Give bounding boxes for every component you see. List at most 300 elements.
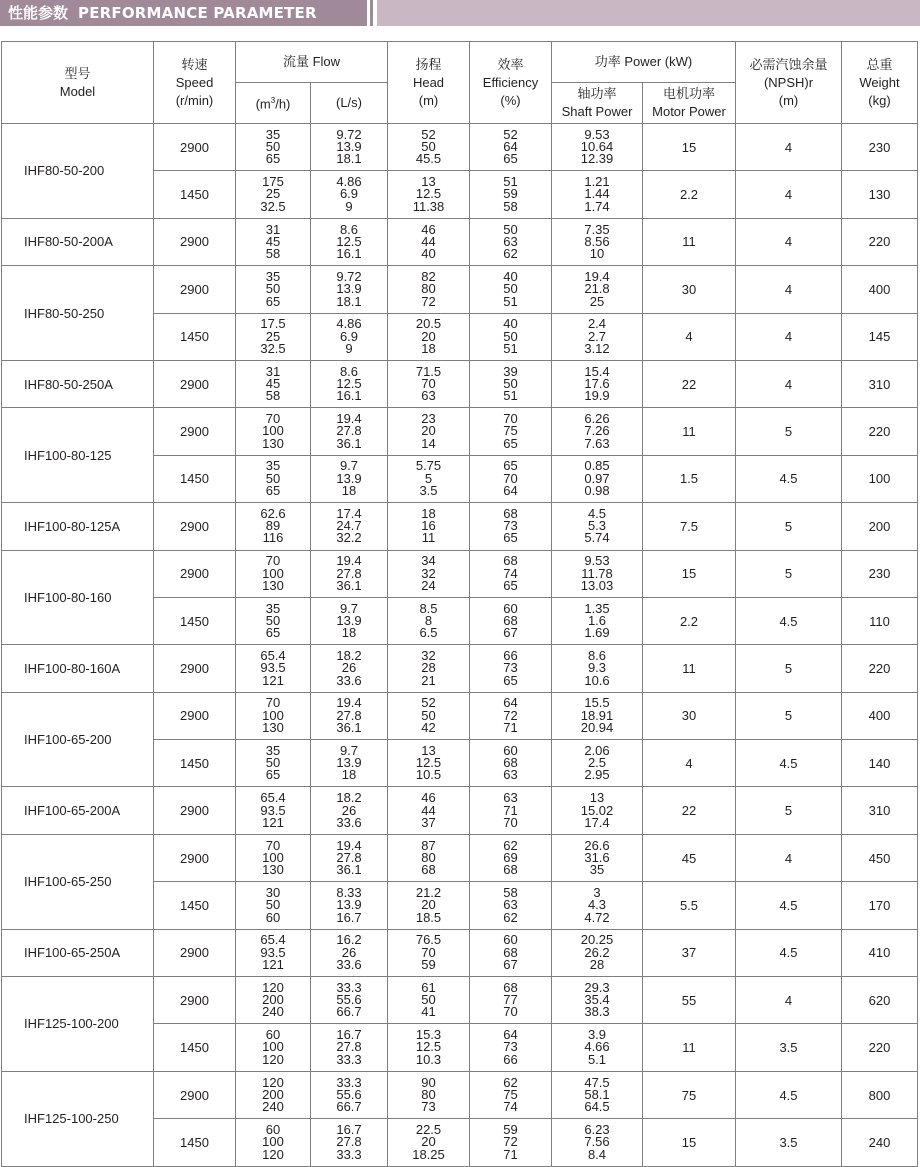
flow-m3h-cell-value: 30: [265, 885, 281, 900]
model-cell: IHF100-65-250: [2, 834, 154, 929]
head-cell-values: [388, 505, 469, 546]
motor-power-cell: 22: [643, 360, 736, 407]
efficiency-cell-value: 65: [503, 530, 518, 546]
weight-cell: 620: [842, 977, 918, 1024]
head-cell: [388, 692, 470, 739]
efficiency-cell-value: 73: [503, 518, 518, 534]
head-cell-value: 50: [421, 139, 436, 155]
head-cell: [388, 408, 470, 455]
shaft-power-cell-value: 7.26: [584, 423, 610, 439]
flow-ls-cell-value: 19.4: [336, 411, 362, 427]
npsh-cell: 5: [736, 692, 842, 739]
head-cell: [388, 740, 470, 787]
weight-cell: 800: [842, 1071, 918, 1118]
shaft-power-cell-value: 18.91: [580, 707, 614, 723]
header-weight-en: Weight: [859, 74, 900, 90]
npsh-cell: 4: [736, 171, 842, 218]
flow-ls-cell-value: 9.72: [336, 126, 362, 142]
flow-m3h-cell-values: [236, 837, 310, 878]
efficiency-cell-value: 40: [503, 316, 518, 332]
title-band: [377, 0, 920, 26]
motor-power-cell: 2.2: [643, 597, 736, 644]
head-cell-values: [388, 555, 469, 592]
weight-cell: 220: [842, 408, 918, 455]
head-cell-value: 76.5: [415, 932, 442, 948]
efficiency-cell-value: 67: [503, 956, 518, 972]
flow-m3h-cell-value: 70: [265, 837, 281, 853]
flow-m3h-cell-value: 120: [262, 1146, 284, 1162]
shaft-power-cell-values: [552, 600, 642, 641]
efficiency-cell: [470, 550, 552, 597]
flow-m3h-cell: [236, 550, 311, 597]
flow-ls-cell: [311, 929, 388, 976]
head-cell-value: 21: [421, 672, 436, 688]
model-cell: IHF125-100-200: [2, 977, 154, 1072]
shaft-power-cell-value: 4.5: [587, 505, 607, 521]
model-cell: IHF80-50-200: [2, 124, 154, 219]
flow-ls-cell-value: 16.7: [336, 909, 362, 925]
flow-m3h-cell-value: 35: [265, 458, 281, 474]
flow-m3h-cell-value: 50: [265, 281, 281, 297]
efficiency-cell-value: 65: [503, 577, 518, 593]
head-cell-value: 20.5: [415, 316, 442, 332]
efficiency-cell: [470, 503, 552, 550]
motor-power-cell: 1.5: [643, 455, 736, 502]
head-cell: [388, 360, 470, 407]
efficiency-cell-value: 68: [503, 612, 518, 628]
flow-m3h-cell-value: 100: [262, 849, 284, 865]
efficiency-cell-values: [470, 318, 551, 355]
shaft-power-cell-value: 38.3: [584, 1004, 610, 1020]
flow-ls-cell: [311, 1119, 388, 1166]
npsh-cell: 4.5: [736, 929, 842, 976]
head-cell-value: 32: [421, 648, 436, 664]
speed-cell: 2900: [154, 929, 236, 976]
weight-cell: 130: [842, 171, 918, 218]
head-cell: [388, 455, 470, 502]
flow-ls-cell-values: [311, 555, 387, 592]
table-row: [2, 266, 918, 313]
flow-m3h-cell-value: 121: [262, 956, 284, 972]
shaft-power-cell-value: 10.6: [584, 672, 610, 688]
flow-ls-cell: [311, 740, 388, 787]
head-cell-values: [388, 887, 469, 924]
flow-m3h-cell-value: 120: [262, 1074, 284, 1090]
efficiency-cell-value: 63: [503, 233, 518, 249]
head-cell: [388, 834, 470, 881]
section-title-en: PERFORMANCE PARAMETER: [78, 4, 317, 22]
head-cell-value: 5: [424, 470, 433, 486]
efficiency-cell-value: 68: [503, 505, 518, 521]
head-cell-value: 20: [421, 328, 436, 344]
efficiency-cell-value: 72: [503, 707, 518, 723]
flow-m3h-cell: [236, 266, 311, 313]
shaft-power-cell: [552, 1071, 643, 1118]
npsh-cell: 4: [736, 124, 842, 171]
header-efficiency-cn: 效率: [497, 56, 524, 72]
flow-ls-cell-value: 18: [341, 767, 357, 783]
model-cell: IHF100-80-160: [2, 550, 154, 645]
weight-cell: 230: [842, 550, 918, 597]
head-cell-value: 5.75: [415, 458, 442, 474]
head-cell: [388, 1024, 470, 1071]
shaft-power-cell-values: [552, 697, 642, 734]
shaft-power-cell-value: 1.69: [584, 625, 610, 641]
flow-ls-cell-values: [311, 934, 387, 971]
flow-m3h-cell-value: 50: [265, 470, 281, 486]
head-cell-value: 70: [421, 944, 436, 960]
flow-ls-cell-values: [311, 837, 387, 878]
head-cell-value: 18.25: [412, 1146, 445, 1162]
flow-m3h-cell: [236, 124, 311, 171]
npsh-cell: 4: [736, 218, 842, 265]
efficiency-cell-values: [470, 1121, 551, 1162]
motor-power-cell: 11: [643, 1024, 736, 1071]
flow-m3h-cell: [236, 882, 311, 929]
efficiency-cell: [470, 929, 552, 976]
flow-ls-cell-values: [311, 505, 387, 546]
flow-m3h-cell-value: 62.6: [260, 505, 286, 521]
shaft-power-cell-value: 13.03: [580, 577, 614, 593]
efficiency-cell-value: 40: [503, 268, 518, 284]
flow-m3h-cell-value: 120: [262, 1051, 284, 1067]
shaft-power-cell-values: [552, 1121, 642, 1162]
efficiency-cell: [470, 645, 552, 692]
flow-ls-cell-value: 33.6: [336, 672, 362, 688]
head-cell-value: 21.2: [415, 885, 442, 900]
flow-ls-cell-value: 13.9: [336, 897, 362, 913]
efficiency-cell-value: 71: [503, 802, 518, 818]
flow-m3h-cell-values: [236, 887, 310, 924]
efficiency-cell-values: [470, 363, 551, 404]
efficiency-cell: [470, 1024, 552, 1071]
shaft-power-cell-value: 5.74: [584, 530, 610, 546]
flow-m3h-cell-value: 93.5: [260, 944, 286, 960]
flow-m3h-cell: [236, 218, 311, 265]
shaft-power-cell-values: [552, 221, 642, 262]
flow-m3h-cell: [236, 1071, 311, 1118]
head-cell-value: 12.5: [415, 755, 442, 771]
shaft-power-cell-value: 6.23: [584, 1121, 610, 1137]
flow-ls-cell-value: 27.8: [336, 1134, 362, 1150]
header-weight-cn: 总重: [866, 56, 893, 72]
shaft-power-cell-values: [552, 837, 642, 878]
header-head-en: Head: [412, 74, 445, 90]
head-cell-values: [388, 934, 469, 971]
motor-power-cell: 2.2: [643, 171, 736, 218]
efficiency-cell-value: 60: [503, 742, 518, 758]
flow-m3h-cell-values: [236, 600, 310, 641]
header-head-cn: 扬程: [415, 56, 442, 72]
flow-ls-cell-value: 6.9: [339, 328, 359, 344]
header-npsh: [736, 42, 842, 124]
speed-cell: 2900: [154, 787, 236, 834]
flow-unit-post: /h): [275, 96, 291, 112]
weight-cell: 110: [842, 597, 918, 644]
efficiency-cell-value: 50: [503, 221, 518, 237]
npsh-cell: 5: [736, 503, 842, 550]
flow-m3h-cell: [236, 977, 311, 1024]
motor-power-cell: 55: [643, 977, 736, 1024]
motor-power-cell: 30: [643, 266, 736, 313]
shaft-power-cell-value: 2.7: [587, 328, 607, 344]
table-row: [2, 645, 918, 692]
head-cell-value: 37: [421, 814, 436, 830]
flow-m3h-cell-value: 32.5: [260, 198, 286, 214]
flow-ls-cell-value: 36.1: [336, 577, 362, 593]
shaft-power-cell-value: 26.2: [584, 944, 610, 960]
flow-ls-cell: [311, 1071, 388, 1118]
model-cell: IHF100-80-125A: [2, 503, 154, 550]
header-speed: [154, 42, 236, 124]
table-row: [2, 550, 918, 597]
header-npsh-cn: 必需汽蚀余量: [749, 56, 828, 72]
npsh-cell: 5: [736, 645, 842, 692]
weight-cell: 240: [842, 1119, 918, 1166]
shaft-power-cell-values: [552, 1074, 642, 1115]
flow-m3h-cell-value: 17.5: [260, 316, 286, 332]
motor-power-cell: 15: [643, 550, 736, 597]
weight-cell: 400: [842, 692, 918, 739]
header-power: 功率 Power (kW): [552, 42, 736, 83]
speed-cell: 2900: [154, 1071, 236, 1118]
flow-m3h-cell-value: 50: [265, 139, 281, 155]
flow-m3h-cell-value: 60: [265, 909, 281, 925]
header-efficiency: [470, 42, 552, 124]
speed-cell: 1450: [154, 1024, 236, 1071]
efficiency-cell-value: 73: [503, 660, 518, 676]
head-cell-value: 22.5: [415, 1121, 442, 1137]
header-flow-ls: (L/s): [311, 83, 388, 124]
head-cell-value: 12.5: [415, 186, 442, 202]
shaft-power-cell: [552, 313, 643, 360]
efficiency-cell-value: 68: [503, 979, 518, 995]
shaft-power-cell: [552, 503, 643, 550]
head-cell-value: 72: [421, 293, 436, 309]
efficiency-cell-value: 51: [503, 174, 518, 190]
shaft-power-cell-value: 4.3: [587, 897, 607, 913]
efficiency-cell-value: 39: [503, 363, 518, 379]
flow-m3h-cell-value: 65: [265, 483, 281, 499]
shaft-power-cell: [552, 882, 643, 929]
efficiency-cell-value: 72: [503, 1134, 518, 1150]
header-motor-en: Motor Power: [652, 104, 726, 119]
flow-ls-cell-value: 13.9: [336, 612, 362, 628]
npsh-cell: 3.5: [736, 1024, 842, 1071]
efficiency-cell: [470, 360, 552, 407]
flow-ls-cell-values: [311, 1074, 387, 1115]
efficiency-cell: [470, 455, 552, 502]
motor-power-cell: 5.5: [643, 882, 736, 929]
head-cell-value: 61: [421, 979, 436, 995]
head-cell-value: 32: [421, 565, 436, 581]
efficiency-cell-value: 58: [503, 885, 518, 900]
efficiency-cell: [470, 1119, 552, 1166]
flow-ls-cell-value: 33.6: [336, 814, 362, 830]
efficiency-cell-values: [470, 505, 551, 546]
shaft-power-cell-value: 1.44: [584, 186, 610, 202]
efficiency-cell-value: 65: [503, 672, 518, 688]
npsh-cell: 4.5: [736, 740, 842, 787]
shaft-power-cell-values: [552, 268, 642, 309]
weight-cell: 410: [842, 929, 918, 976]
efficiency-cell-values: [470, 934, 551, 971]
head-cell: [388, 218, 470, 265]
header-head-unit: (m): [418, 92, 439, 108]
head-cell-value: 87: [421, 837, 436, 853]
shaft-power-cell-value: 4.66: [584, 1039, 610, 1055]
flow-ls-cell: [311, 171, 388, 218]
weight-cell: 200: [842, 503, 918, 550]
efficiency-cell-value: 51: [503, 340, 518, 356]
shaft-power-cell-values: [552, 413, 642, 450]
flow-ls-cell-values: [311, 792, 387, 829]
motor-power-cell: 11: [643, 645, 736, 692]
efficiency-cell-value: 51: [503, 293, 518, 309]
shaft-power-cell-values: [552, 934, 642, 971]
efficiency-cell: [470, 408, 552, 455]
flow-m3h-cell-value: 60: [265, 1121, 281, 1137]
efficiency-cell: [470, 313, 552, 360]
head-cell-value: 82: [421, 268, 436, 284]
head-cell-values: [388, 837, 469, 878]
speed-cell: 1450: [154, 455, 236, 502]
flow-m3h-cell-values: [236, 792, 310, 829]
flow-ls-cell-value: 18.2: [336, 648, 362, 664]
speed-cell: 1450: [154, 740, 236, 787]
section-title: [0, 0, 367, 26]
flow-m3h-cell-values: [236, 268, 310, 309]
head-cell-value: 8.5: [419, 600, 438, 616]
npsh-cell: 4: [736, 313, 842, 360]
table-row: [2, 787, 918, 834]
table-row: [2, 1071, 918, 1118]
flow-ls-cell: [311, 218, 388, 265]
efficiency-cell: [470, 740, 552, 787]
shaft-power-cell-value: 8.6: [587, 648, 607, 664]
flow-m3h-cell-values: [236, 979, 310, 1020]
weight-cell: 310: [842, 360, 918, 407]
head-cell-value: 50: [421, 707, 436, 723]
flow-ls-cell-value: 18.1: [336, 293, 362, 309]
flow-m3h-cell-values: [236, 934, 310, 971]
speed-cell: 2900: [154, 977, 236, 1024]
flow-m3h-cell: [236, 408, 311, 455]
shaft-power-cell-values: [552, 792, 642, 829]
flow-ls-cell: [311, 550, 388, 597]
flow-ls-cell-value: 16.1: [336, 388, 362, 404]
head-cell: [388, 503, 470, 550]
flow-ls-cell-value: 16.7: [336, 1121, 362, 1137]
flow-m3h-cell-value: 65.4: [260, 790, 286, 806]
efficiency-cell-values: [470, 697, 551, 734]
shaft-power-cell-value: 29.3: [584, 979, 610, 995]
flow-ls-cell: [311, 787, 388, 834]
efficiency-cell-value: 60: [503, 600, 518, 616]
flow-ls-cell: [311, 455, 388, 502]
weight-cell: 100: [842, 455, 918, 502]
efficiency-cell-value: 62: [503, 837, 518, 853]
head-cell: [388, 1071, 470, 1118]
flow-ls-cell-values: [311, 887, 387, 924]
shaft-power-cell: [552, 740, 643, 787]
flow-m3h-cell-value: 121: [262, 672, 284, 688]
shaft-power-cell: [552, 645, 643, 692]
flow-m3h-cell-value: 35: [265, 268, 281, 284]
motor-power-cell: 30: [643, 692, 736, 739]
head-cell-value: 71.5: [415, 363, 442, 379]
head-cell-value: 6.5: [419, 625, 438, 641]
shaft-power-cell-value: 9.3: [587, 660, 607, 676]
flow-m3h-cell: [236, 455, 311, 502]
head-cell-value: 11: [421, 530, 436, 546]
efficiency-cell-value: 70: [503, 814, 518, 830]
flow-m3h-cell-values: [236, 555, 310, 592]
flow-m3h-cell: [236, 313, 311, 360]
flow-m3h-cell-values: [236, 1121, 310, 1162]
flow-ls-cell-value: 9.72: [336, 268, 362, 284]
efficiency-cell: [470, 597, 552, 644]
head-cell-values: [388, 697, 469, 734]
shaft-power-cell-value: 15.02: [580, 802, 614, 818]
motor-power-cell: 15: [643, 1119, 736, 1166]
npsh-cell: 4.5: [736, 1071, 842, 1118]
flow-ls-cell-value: 66.7: [336, 1004, 362, 1020]
head-cell-value: 8: [424, 612, 433, 628]
flow-m3h-cell-value: 200: [262, 992, 284, 1008]
efficiency-cell-value: 59: [503, 186, 518, 202]
efficiency-cell-value: 52: [503, 126, 518, 142]
flow-m3h-cell: [236, 740, 311, 787]
flow-m3h-cell-value: 45: [265, 233, 281, 249]
header-model: [2, 42, 154, 124]
flow-m3h-cell-value: 100: [262, 707, 284, 723]
head-cell-value: 11.38: [412, 198, 445, 214]
flow-m3h-cell-value: 89: [265, 518, 281, 534]
flow-ls-cell-values: [311, 742, 387, 783]
flow-ls-cell-values: [311, 1121, 387, 1162]
head-cell-values: [388, 650, 469, 687]
shaft-power-cell-value: 28: [589, 956, 605, 972]
efficiency-cell-value: 70: [503, 1004, 518, 1020]
flow-ls-cell-value: 27.8: [336, 707, 362, 723]
head-cell-value: 23: [421, 411, 436, 427]
flow-m3h-cell: [236, 787, 311, 834]
flow-ls-cell: [311, 124, 388, 171]
head-cell: [388, 597, 470, 644]
header-efficiency-en: Efficiency: [482, 74, 539, 90]
motor-power-cell: 4: [643, 313, 736, 360]
shaft-power-cell: [552, 360, 643, 407]
efficiency-cell-values: [470, 837, 551, 878]
efficiency-cell-values: [470, 650, 551, 687]
flow-m3h-cell-value: 58: [265, 388, 281, 404]
efficiency-cell: [470, 266, 552, 313]
weight-cell: 450: [842, 834, 918, 881]
efficiency-cell-value: 66: [503, 648, 518, 664]
shaft-power-cell: [552, 124, 643, 171]
head-cell-values: [388, 1074, 469, 1115]
table-row: [2, 124, 918, 171]
flow-m3h-cell: [236, 360, 311, 407]
flow-ls-cell-value: 27.8: [336, 565, 362, 581]
flow-m3h-cell-value: 35: [265, 742, 281, 758]
flow-m3h-cell-values: [236, 460, 310, 497]
head-cell-values: [388, 318, 469, 355]
flow-m3h-cell-value: 65: [265, 767, 281, 783]
efficiency-cell-value: 70: [503, 470, 518, 486]
shaft-power-cell: [552, 977, 643, 1024]
